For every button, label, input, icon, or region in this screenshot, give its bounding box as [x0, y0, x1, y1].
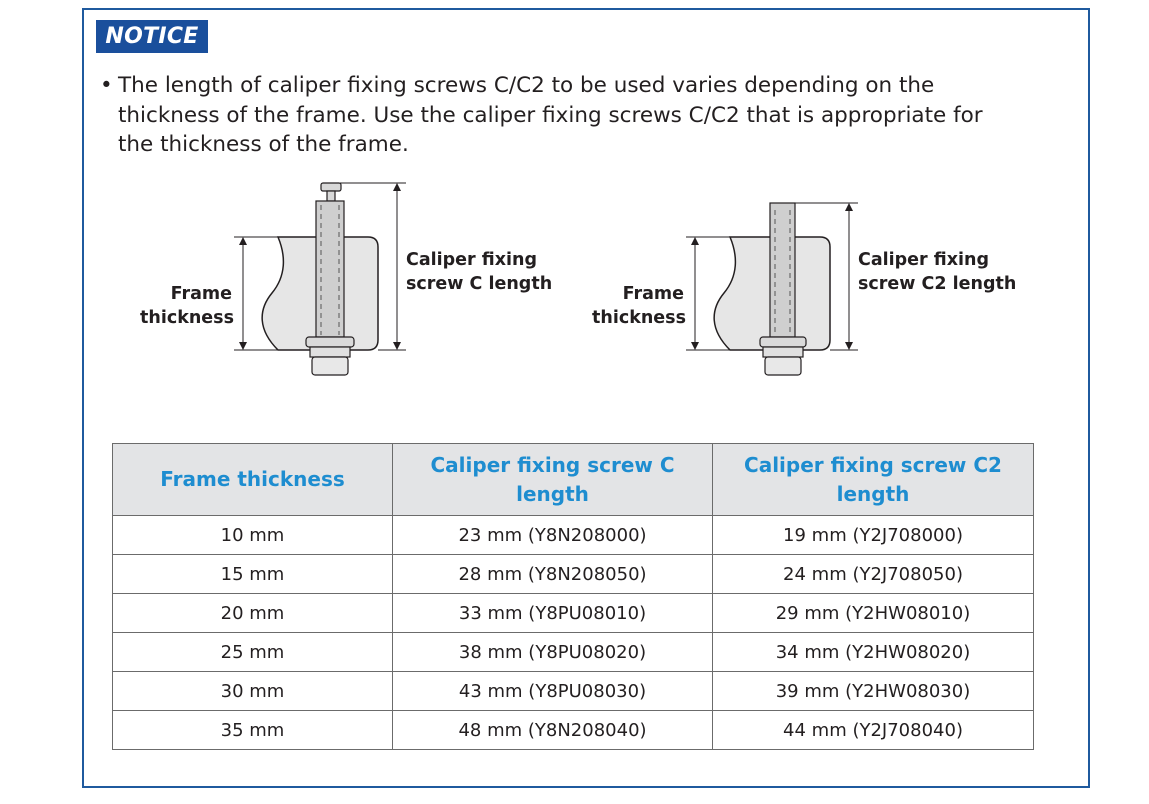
table-cell: 35 mm — [113, 711, 393, 750]
table-cell: 33 mm (Y8PU08010) — [393, 594, 713, 633]
screw-nut — [310, 347, 350, 357]
screw-neck — [327, 191, 335, 201]
table-cell: 28 mm (Y8N208050) — [393, 555, 713, 594]
diagram-screw-c — [234, 183, 406, 375]
bullet-line: the thickness of the frame. — [118, 132, 409, 158]
table-row — [113, 711, 1034, 750]
table-cell: 24 mm (Y2J708050) — [713, 555, 1034, 594]
frame-thickness-label-c2 — [592, 282, 684, 330]
notice-badge: NOTICE — [96, 20, 208, 53]
screw-shaft — [316, 201, 344, 337]
label-line: screw C2 length — [858, 274, 1017, 294]
screw-c2-length-label — [858, 248, 1016, 296]
label-line: Caliper fixing — [406, 250, 538, 270]
header-frame-thickness: Frame thickness — [113, 444, 393, 516]
diagram-screw-c2 — [686, 203, 858, 375]
label-line: thickness — [140, 308, 234, 328]
frame-thickness-label-c — [140, 282, 232, 330]
table-cell: 23 mm (Y8N208000) — [393, 516, 713, 555]
label-line: screw C length — [406, 274, 553, 294]
table-cell: 38 mm (Y8PU08020) — [393, 633, 713, 672]
bullet-line: The length of caliper fixing screws C/C2 to be used varies depending on the — [118, 73, 935, 98]
table-row — [113, 555, 1034, 594]
header-screw-c2: Caliper fixing screw C2 length — [713, 444, 1034, 516]
table-cell: 48 mm (Y8N208040) — [393, 711, 713, 750]
screw-head — [321, 183, 341, 191]
table-cell: 25 mm — [113, 633, 393, 672]
table-cell: 29 mm (Y2HW08010) — [713, 594, 1034, 633]
table-cell: 15 mm — [113, 555, 393, 594]
table-cell: 44 mm (Y2J708040) — [713, 711, 1034, 750]
bullet-line: thickness of the frame. Use the caliper fixing screws C/C2 that is appropriate for — [118, 102, 983, 128]
table-cell: 20 mm — [113, 594, 393, 633]
table-cell: 30 mm — [113, 672, 393, 711]
screw-washer — [760, 337, 806, 347]
bullet-marker: • — [100, 73, 113, 98]
screw-nut — [763, 347, 803, 357]
table-row — [113, 633, 1034, 672]
screw-shaft — [770, 203, 795, 337]
table-cell: 34 mm (Y2HW08020) — [713, 633, 1034, 672]
table-cell: 39 mm (Y2HW08030) — [713, 672, 1034, 711]
label-line: thickness — [592, 308, 686, 328]
screw-length-table — [112, 443, 1034, 750]
table-cell: 10 mm — [113, 516, 393, 555]
label-line: Caliper fixing — [858, 250, 990, 270]
table-row — [113, 516, 1034, 555]
label-line: Frame — [170, 284, 232, 304]
table-row — [113, 594, 1034, 633]
table-cell: 43 mm (Y8PU08030) — [393, 672, 713, 711]
table-header-row — [113, 444, 1034, 516]
label-line: Frame — [622, 284, 684, 304]
header-screw-c: Caliper fixing screw C length — [393, 444, 713, 516]
table-cell: 19 mm (Y2J708000) — [713, 516, 1034, 555]
screw-washer — [306, 337, 354, 347]
table-row — [113, 672, 1034, 711]
screw-c-length-label — [406, 248, 552, 296]
